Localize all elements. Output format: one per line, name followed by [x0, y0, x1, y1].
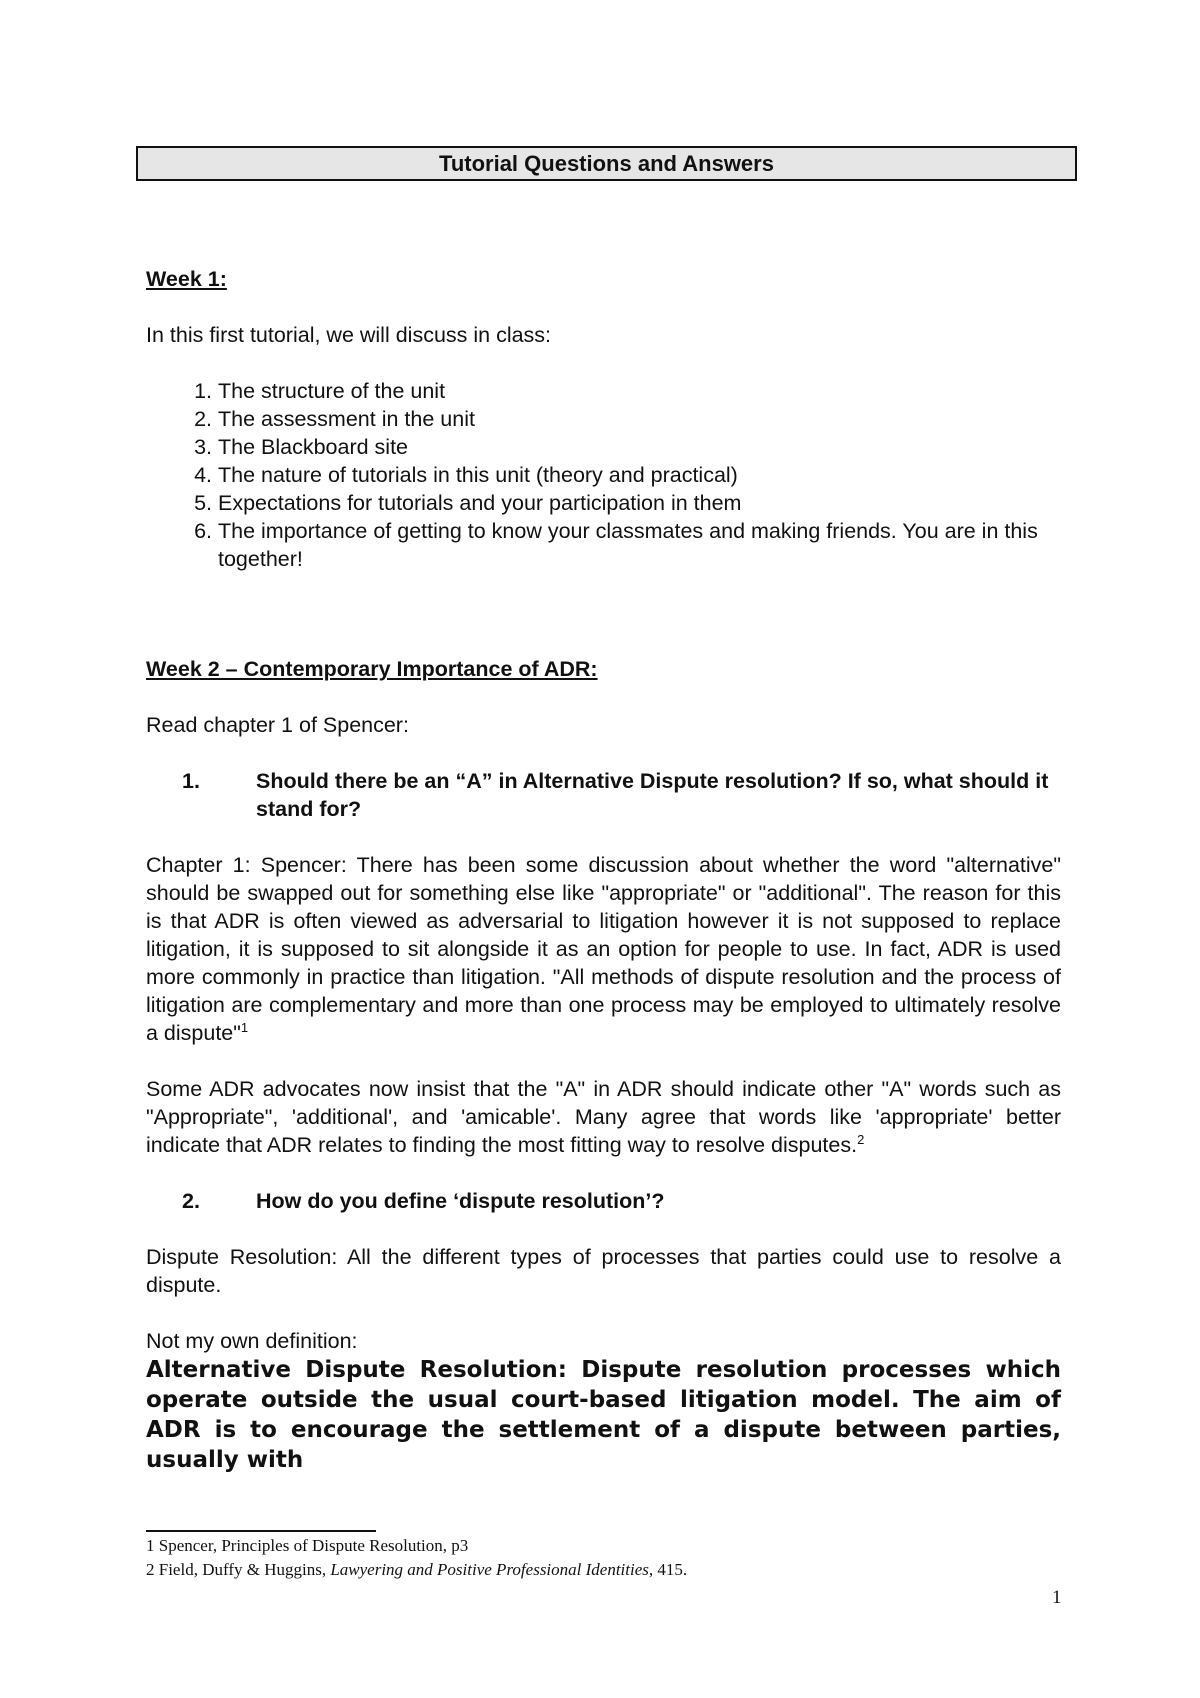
week2-section	[146, 655, 1061, 1475]
week1-heading: Week 1:	[146, 267, 227, 291]
question-1-number: 1.	[182, 769, 200, 793]
footnote-2-title: Lawyering and Positive Professional Identities	[330, 1560, 649, 1579]
page-number: 1	[1052, 1587, 1062, 1608]
question-1-text: Should there be an “A” in Alternative Dispute resolution? If so, what should it stand for?	[256, 769, 1049, 821]
footnote-2: 2 Field, Duffy & Huggins, Lawyering and Positive Professional Identities, 415.	[146, 1560, 688, 1579]
question-2	[146, 1187, 1061, 1215]
week1-list	[146, 377, 1061, 573]
list-item: 6. The importance of getting to know your classmates and making friends. You are in this together!	[194, 519, 1038, 571]
week1-section	[146, 265, 1061, 573]
question-1	[146, 767, 1061, 823]
footnote-ref-1: 1	[240, 1019, 249, 1035]
answer-1-paragraph-2: Some ADR advocates now insist that the "A" in ADR should indicate other "A" words such as "Appropriate", 'additional', and 'amicable'. Many agree that words like 'appropriate' better indicate that ADR relates to finding the most fitting way to resolve disputes.$^2$	[146, 1077, 1061, 1157]
answer-1-paragraph-1: Chapter 1: Spencer: There has been some discussion about whether the word "alternative" should be swapped out for something else like "appropriate" or "additional". The reason for this is that ADR is often viewed as adversarial to litigation however it is not supposed to replace litigation, it is supposed to sit alongside it as an option for people to use. In fact, ADR is used more commonly in practice than litigation. "All methods of dispute resolution and the process of litigation are complementary and more than one process may be employed to ultimately resolve a dispute"$^1$	[146, 853, 1061, 1045]
page-title: Tutorial Questions and Answers	[136, 146, 1077, 181]
adr-definition: Alternative Dispute Resolution: Dispute resolution processes which operate outside the usual court-based litigation model. The aim of ADR is to encourage the settlement of a dispute between parties, usually with	[146, 1357, 1061, 1473]
list-item: 3. The Blackboard site	[194, 435, 409, 459]
week1-intro: In this first tutorial, we will discuss in class:	[146, 323, 552, 347]
answer-2-paragraph: Dispute Resolution: All the different types of processes that parties could use to resolve a dispute.	[146, 1245, 1061, 1297]
question-2-text: How do you define ‘dispute resolution’?	[256, 1189, 665, 1213]
list-item: 2. The assessment in the unit	[194, 407, 475, 431]
week2-intro: Read chapter 1 of Spencer:	[146, 713, 409, 737]
footnote-1: 1 Spencer, Principles of Dispute Resolution, p3	[146, 1536, 469, 1555]
definition-label: Not my own definition:	[146, 1329, 358, 1353]
list-item: 4. The nature of tutorials in this unit (theory and practical)	[194, 463, 738, 487]
week2-heading: Week 2 – Contemporary Importance of ADR:	[146, 657, 598, 681]
list-item: 1. The structure of the unit	[194, 379, 446, 403]
list-item: 5. Expectations for tutorials and your participation in them	[194, 491, 742, 515]
footnote-divider	[146, 1530, 376, 1532]
footnote-ref-2: 2	[857, 1131, 865, 1147]
question-2-number: 2.	[182, 1189, 200, 1213]
